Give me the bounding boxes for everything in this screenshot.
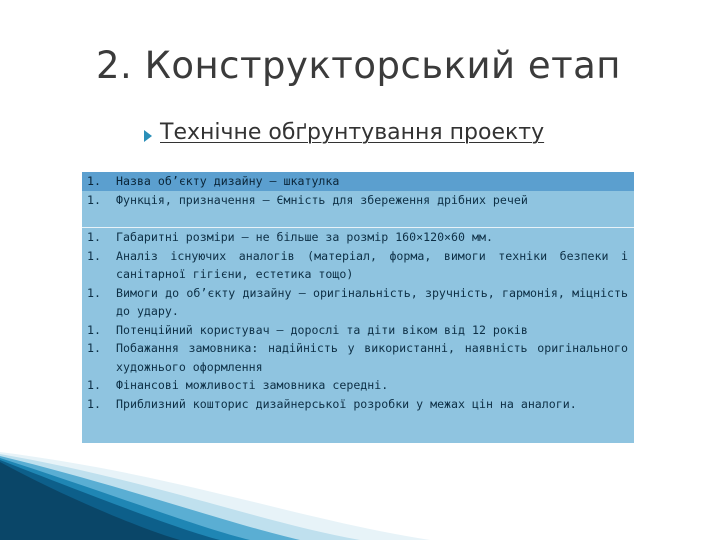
decorative-wave (0, 440, 720, 540)
item-number: 1. (87, 248, 101, 263)
triangle-bullet-icon (144, 130, 152, 142)
item-number: 1. (87, 378, 101, 392)
item-number: 1. (87, 174, 101, 188)
list-item (82, 247, 634, 284)
item-number: 1. (87, 396, 101, 411)
requirements-table (82, 172, 634, 443)
list-item (82, 228, 634, 247)
list-item (82, 339, 634, 376)
item-text: Назва об’єкту дизайну – шкатулка (116, 174, 340, 188)
item-number: 1. (87, 230, 101, 244)
slide-title: 2. Конструкторський етап (96, 44, 621, 87)
list-item (82, 284, 634, 321)
item-text: Приблизний кошторис дизайнерської розробки у межах цін на аналоги. (116, 396, 577, 411)
item-text: Фінансові можливості замовника середні. (116, 378, 389, 392)
slide-subtitle: Технічне обґрунтування проекту (160, 120, 545, 145)
list-item (82, 172, 634, 191)
item-number: 1. (87, 322, 101, 337)
item-text: Аналіз існуючих аналогів (матеріал, форма, вимоги техніки безпеки і санітарної гігієни, естетика тощо) (116, 248, 628, 281)
item-text: Габаритні розміри – не більше за розмір 160×120×60 мм. (116, 230, 493, 244)
item-text: Побажання замовника: надійність у використанні, наявність оригінального художнього оформлення (116, 341, 628, 374)
item-text: Потенційний користувач – дорослі та діти віком від 12 років (116, 322, 528, 337)
list-item (82, 376, 634, 395)
requirements-list (82, 172, 634, 413)
item-text: Вимоги до об’єкту дизайну – оригінальність, зручність, гармонія, міцність до удару. (116, 285, 628, 318)
item-number: 1. (87, 192, 101, 207)
item-number: 1. (87, 285, 101, 300)
list-item (82, 321, 634, 340)
item-text: Функція, призначення – Ємність для збереження дрібних речей (116, 192, 528, 207)
list-item (82, 395, 634, 414)
item-number: 1. (87, 341, 101, 355)
list-item (82, 191, 634, 210)
row-spacer (82, 209, 634, 228)
